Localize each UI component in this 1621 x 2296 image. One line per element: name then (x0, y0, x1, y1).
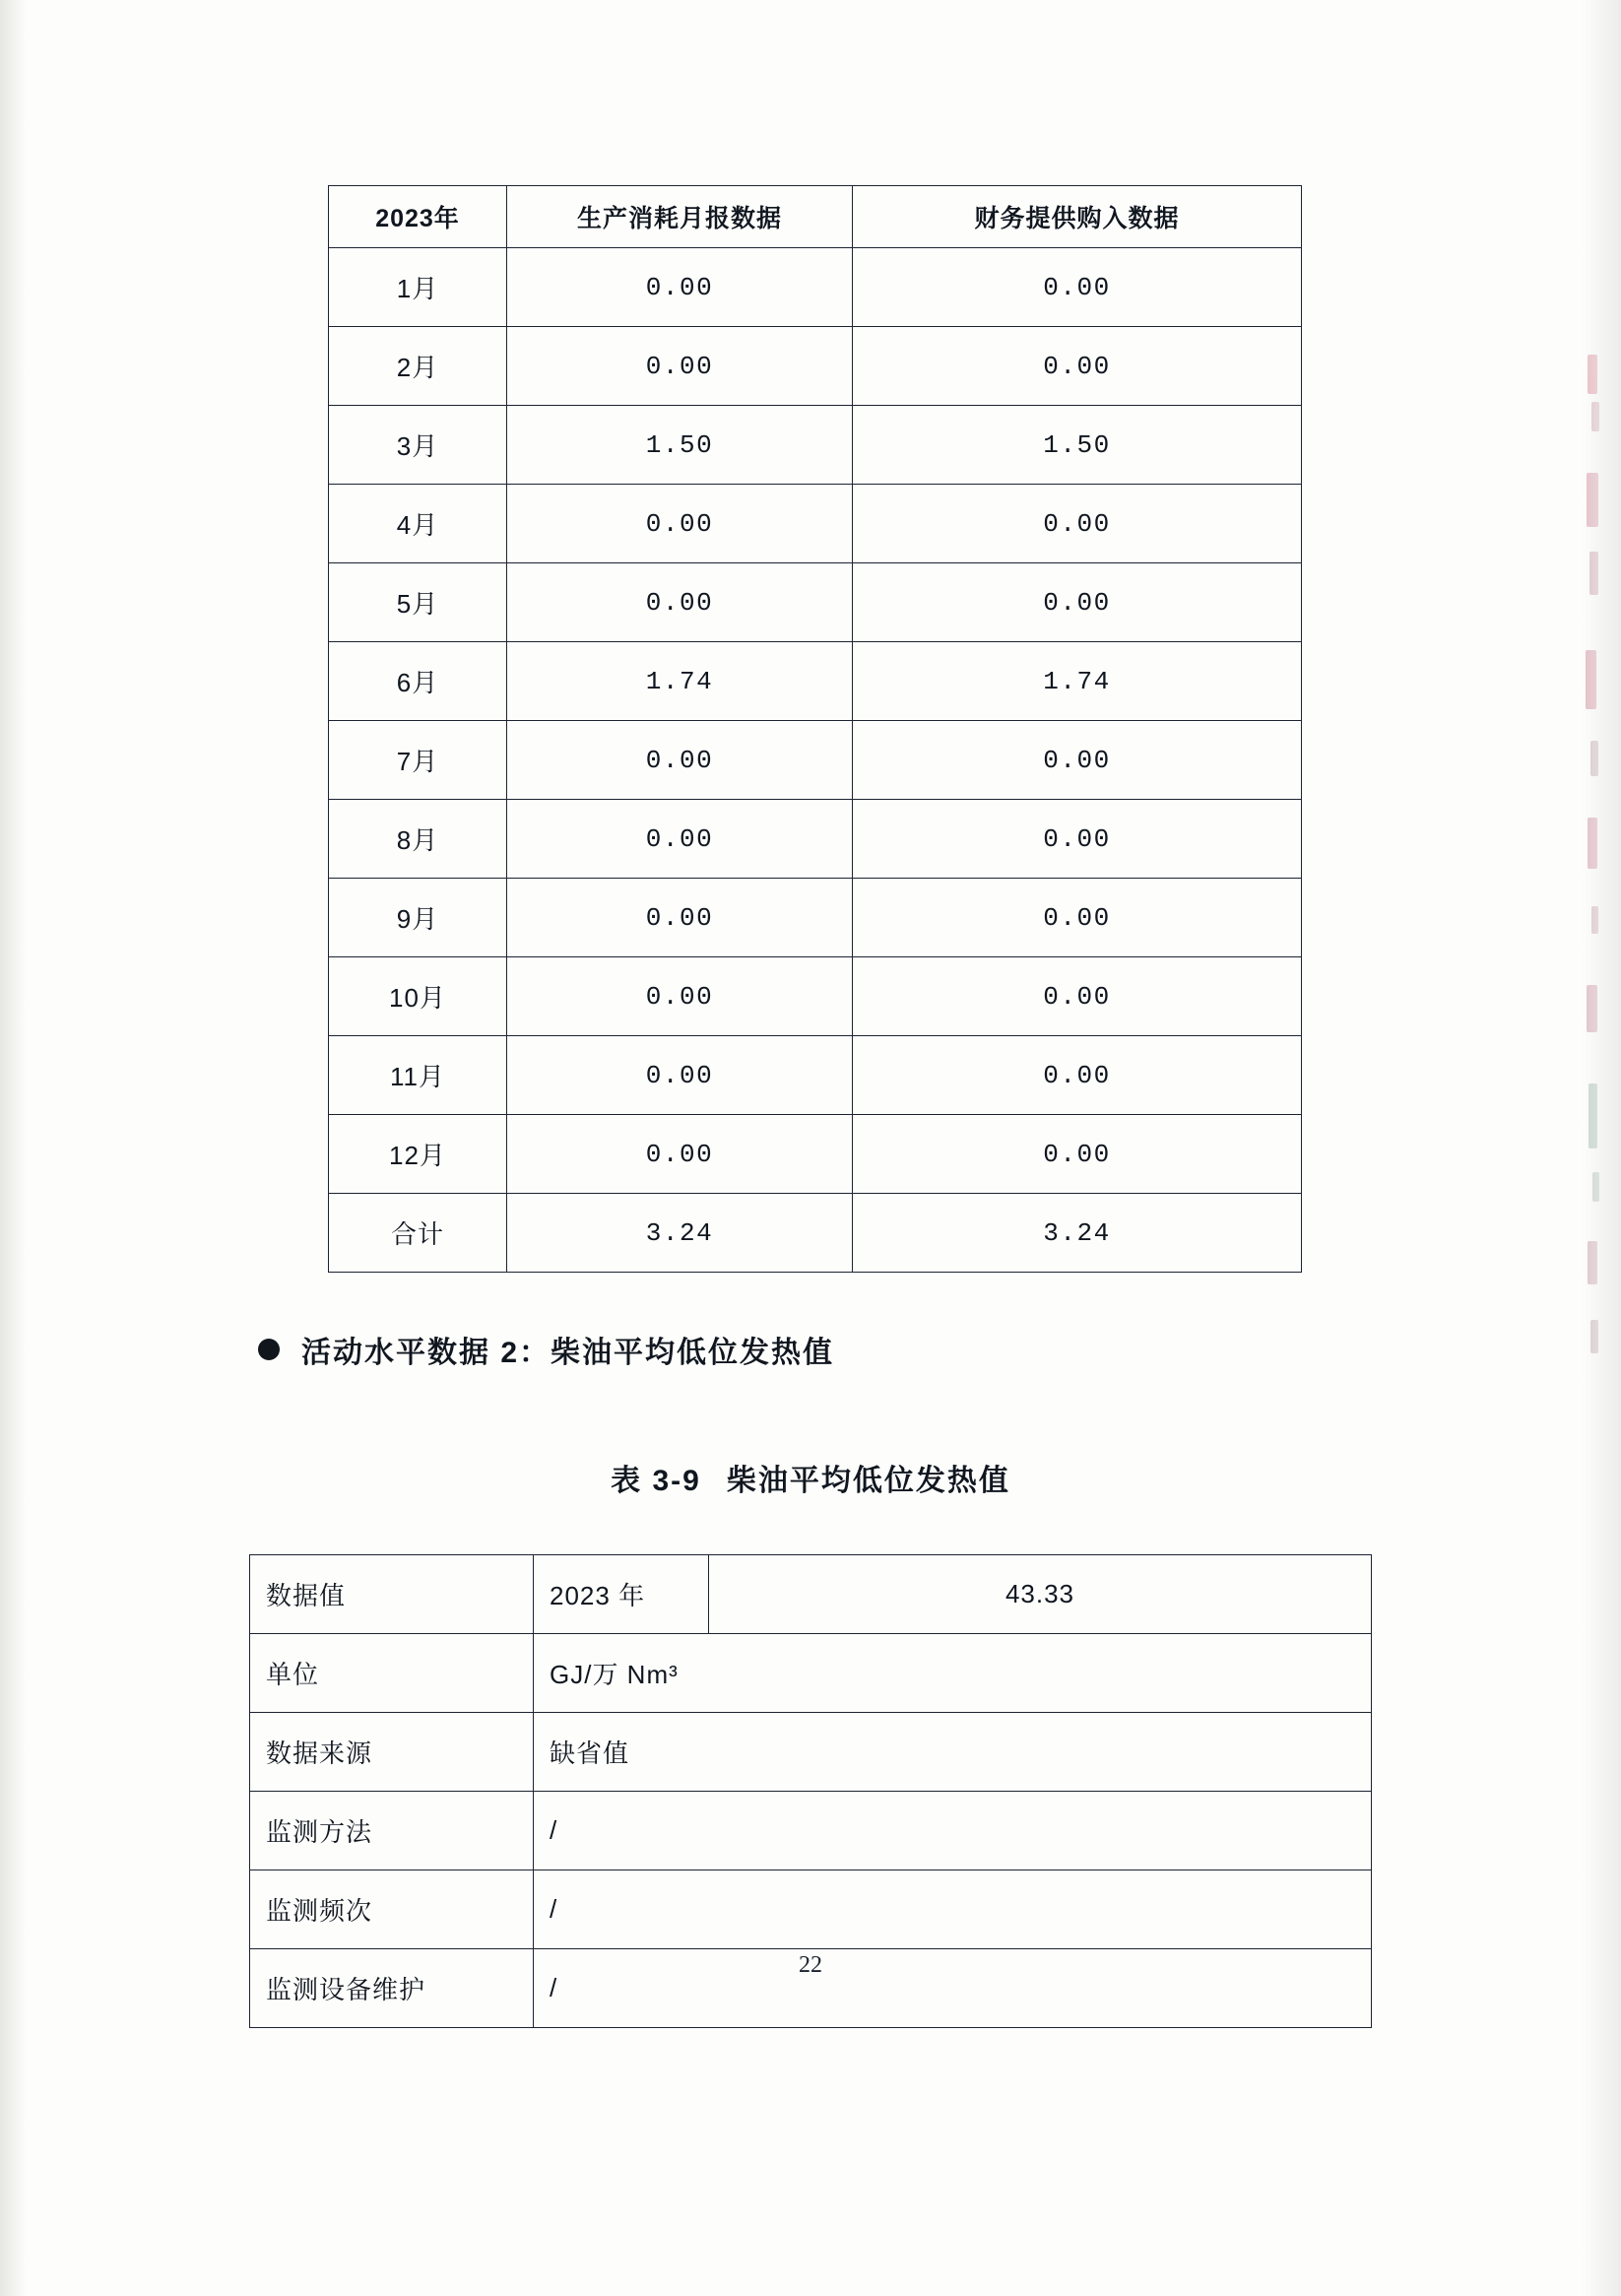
cell-production-report: 0.00 (507, 485, 853, 563)
row-label-monitor-method: 监测方法 (250, 1792, 534, 1870)
column-header-production-report: 生产消耗月报数据 (507, 186, 853, 248)
row-label-month: 2月 (329, 327, 507, 406)
monthly-consumption-table (328, 185, 1302, 1273)
cell-production-report: 0.00 (507, 721, 853, 800)
row-label-data-value: 数据值 (250, 1555, 534, 1634)
table-row-total (329, 1194, 1302, 1273)
cell-production-report: 1.74 (507, 642, 853, 721)
row-label-month: 12月 (329, 1115, 507, 1194)
cell-finance-purchase-total: 3.24 (853, 1194, 1302, 1273)
cell-finance-purchase: 0.00 (853, 563, 1302, 642)
table-row (329, 485, 1302, 563)
row-label-month: 6月 (329, 642, 507, 721)
cell-finance-purchase: 0.00 (853, 248, 1302, 327)
row-label-month: 7月 (329, 721, 507, 800)
cell-production-report: 0.00 (507, 879, 853, 957)
table-row (250, 1634, 1372, 1713)
cell-production-report: 0.00 (507, 1115, 853, 1194)
table-row (329, 248, 1302, 327)
cell-data-source: 缺省值 (534, 1713, 1372, 1792)
table-caption-number: 表 3-9 (611, 1465, 701, 1497)
row-label-month: 4月 (329, 485, 507, 563)
table-row (329, 327, 1302, 406)
cell-finance-purchase: 0.00 (853, 1036, 1302, 1115)
row-label-month: 5月 (329, 563, 507, 642)
row-label-month: 8月 (329, 800, 507, 879)
table-caption-title: 柴油平均低位发热值 (726, 1465, 1010, 1497)
cell-production-report: 0.00 (507, 563, 853, 642)
table-row (329, 800, 1302, 879)
cell-production-report: 0.00 (507, 1036, 853, 1115)
table-row (250, 1870, 1372, 1949)
table-row (250, 1713, 1372, 1792)
cell-production-report-total: 3.24 (507, 1194, 853, 1273)
column-header-finance-purchase: 财务提供购入数据 (853, 186, 1302, 248)
row-label-month: 1月 (329, 248, 507, 327)
row-label-monitor-frequency: 监测频次 (250, 1870, 534, 1949)
cell-finance-purchase: 0.00 (853, 721, 1302, 800)
cell-year: 2023 年 (534, 1555, 709, 1634)
cell-production-report: 0.00 (507, 957, 853, 1036)
cell-monitor-frequency: / (534, 1870, 1372, 1949)
cell-finance-purchase: 0.00 (853, 879, 1302, 957)
bullet-dot-icon (258, 1339, 280, 1360)
cell-finance-purchase: 0.00 (853, 1115, 1302, 1194)
cell-production-report: 0.00 (507, 327, 853, 406)
cell-finance-purchase: 1.50 (853, 406, 1302, 485)
cell-equipment-maintenance: / (534, 1949, 1372, 2028)
table-row (250, 1555, 1372, 1634)
cell-monitor-method: / (534, 1792, 1372, 1870)
cell-finance-purchase: 1.74 (853, 642, 1302, 721)
row-label-month: 9月 (329, 879, 507, 957)
cell-production-report: 0.00 (507, 248, 853, 327)
page-number: 22 (799, 1952, 822, 1978)
table-row (329, 642, 1302, 721)
table-row (329, 563, 1302, 642)
table-row (329, 1036, 1302, 1115)
table-row (329, 879, 1302, 957)
cell-finance-purchase: 0.00 (853, 327, 1302, 406)
row-label-month: 10月 (329, 957, 507, 1036)
row-label-month: 3月 (329, 406, 507, 485)
table-row (329, 406, 1302, 485)
row-label-equipment-maintenance: 监测设备维护 (250, 1949, 534, 2028)
cell-finance-purchase: 0.00 (853, 957, 1302, 1036)
column-header-year: 2023年 (329, 186, 507, 248)
bullet-heading-label: 活动水平数据 2：柴油平均低位发热值 (301, 1337, 835, 1369)
row-label-data-source: 数据来源 (250, 1713, 534, 1792)
cell-production-report: 0.00 (507, 800, 853, 879)
table-caption (0, 1456, 1621, 1499)
cell-data-value: 43.33 (709, 1555, 1372, 1634)
cell-finance-purchase: 0.00 (853, 485, 1302, 563)
section-bullet-heading (258, 1328, 834, 1371)
row-label-month: 11月 (329, 1036, 507, 1115)
row-label-total: 合计 (329, 1194, 507, 1273)
row-label-unit: 单位 (250, 1634, 534, 1713)
cell-unit: GJ/万 Nm³ (534, 1634, 1372, 1713)
table-row (329, 721, 1302, 800)
cell-finance-purchase: 0.00 (853, 800, 1302, 879)
table-row (329, 957, 1302, 1036)
table-row (329, 1115, 1302, 1194)
table-row (250, 1792, 1372, 1870)
table-header-row (329, 186, 1302, 248)
cell-production-report: 1.50 (507, 406, 853, 485)
